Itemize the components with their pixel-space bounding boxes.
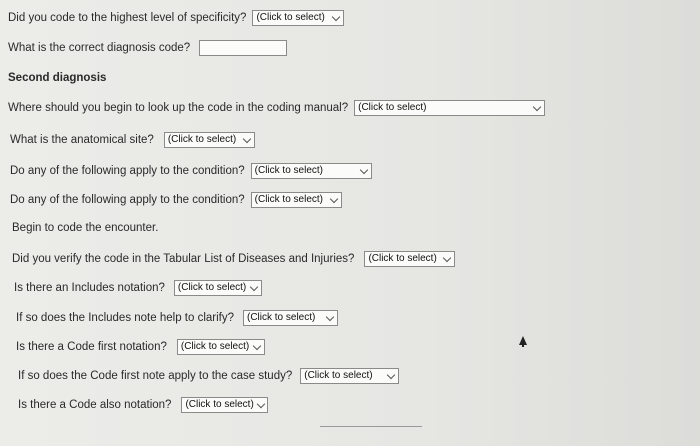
- verify-tabular-select[interactable]: (Click to select): [364, 251, 455, 267]
- code-first-apply-select[interactable]: (Click to select): [300, 368, 399, 384]
- chevron-down-icon: [387, 370, 395, 378]
- question-label: What is the anatomical site?: [10, 134, 154, 146]
- question-apply-condition-2: [10, 192, 342, 208]
- anatomical-site-select[interactable]: (Click to select): [164, 132, 255, 148]
- chevron-down-icon: [257, 399, 265, 407]
- question-anatomical-site: [10, 132, 255, 148]
- question-label: Is there a Code first notation?: [16, 341, 167, 353]
- diagnosis-code-input[interactable]: [199, 40, 287, 56]
- includes-notation-select[interactable]: (Click to select): [174, 280, 262, 296]
- apply-condition-1-select[interactable]: (Click to select): [251, 163, 372, 179]
- code-also-notation-select[interactable]: (Click to select): [181, 397, 268, 413]
- divider-line: [320, 426, 422, 427]
- instruction-begin-code: Begin to code the encounter.: [12, 222, 159, 234]
- question-label: Where should you begin to look up the code in the coding manual?: [8, 102, 349, 114]
- chevron-down-icon: [250, 282, 258, 290]
- includes-help-select[interactable]: (Click to select): [243, 310, 338, 326]
- section-heading-second-diagnosis: Second diagnosis: [8, 72, 107, 84]
- chevron-down-icon: [329, 194, 337, 202]
- question-code-also-notation: [18, 397, 268, 413]
- question-label: If so does the Includes note help to clarify?: [16, 312, 234, 324]
- chevron-down-icon: [243, 134, 251, 142]
- code-first-notation-select[interactable]: (Click to select): [177, 339, 265, 355]
- chevron-down-icon: [359, 165, 367, 173]
- chevron-down-icon: [533, 102, 541, 110]
- question-code-first-apply: [18, 368, 399, 384]
- apply-condition-2-select[interactable]: (Click to select): [251, 192, 342, 208]
- question-diagnosis-code: [8, 40, 287, 56]
- question-label: Did you verify the code in the Tabular List of Diseases and Injuries?: [12, 253, 355, 265]
- question-label: What is the correct diagnosis code?: [8, 42, 191, 54]
- question-specificity: [8, 10, 344, 26]
- question-label: Is there a Code also notation?: [18, 399, 172, 411]
- chevron-down-icon: [253, 341, 261, 349]
- chevron-down-icon: [332, 12, 340, 20]
- question-label: If so does the Code first note apply to the case study?: [18, 370, 293, 382]
- question-verify-tabular: [12, 251, 455, 267]
- question-begin-lookup: [8, 100, 545, 116]
- mouse-cursor-tail: [522, 343, 524, 347]
- question-apply-condition-1: [10, 163, 372, 179]
- specificity-select[interactable]: (Click to select): [252, 10, 344, 26]
- chevron-down-icon: [443, 253, 451, 261]
- question-label: Is there an Includes notation?: [14, 282, 165, 294]
- question-label: Do any of the following apply to the condition?: [10, 194, 245, 206]
- question-code-first-notation: [16, 339, 265, 355]
- question-includes-help: [16, 310, 338, 326]
- question-label: Did you code to the highest level of specificity?: [8, 12, 247, 24]
- chevron-down-icon: [326, 312, 334, 320]
- question-includes-notation: [14, 280, 262, 296]
- begin-lookup-select[interactable]: (Click to select): [354, 100, 545, 116]
- question-label: Do any of the following apply to the condition?: [10, 165, 245, 177]
